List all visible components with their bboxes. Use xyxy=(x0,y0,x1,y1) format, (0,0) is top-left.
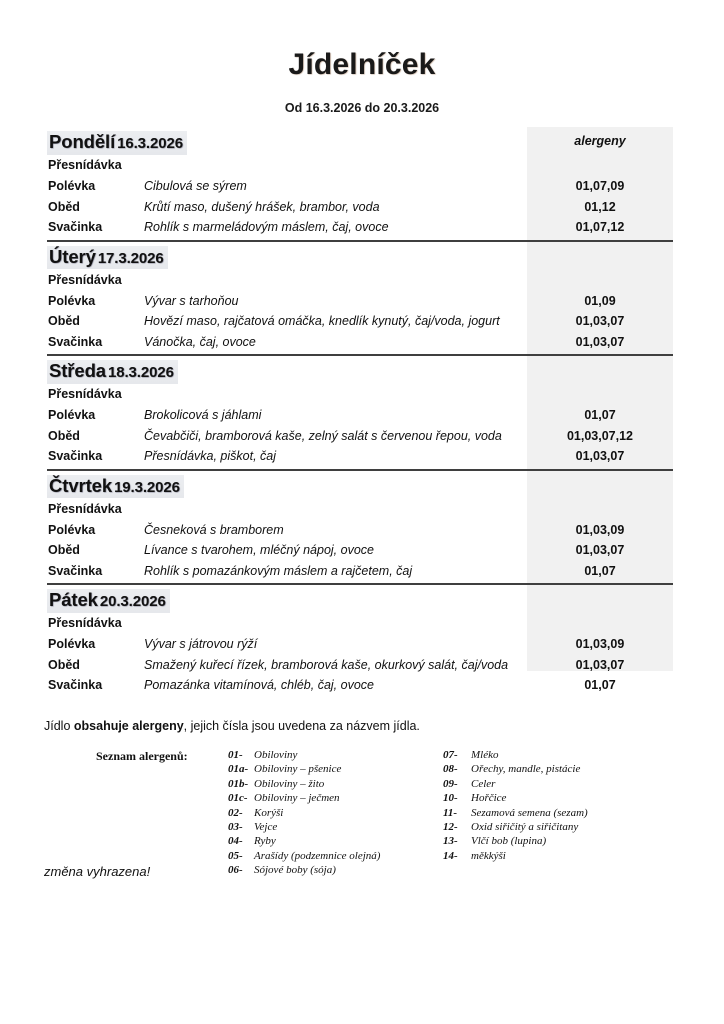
day-date: 20.3.2026 xyxy=(99,593,166,610)
allergen-info-note xyxy=(44,719,420,733)
allergen-legend-name: Mléko xyxy=(471,749,499,761)
day-block xyxy=(47,469,673,584)
meal-row xyxy=(47,293,673,314)
allergen-column-header: alergeny xyxy=(574,134,626,148)
allergen-legend-code: 07- xyxy=(443,749,458,761)
day-header-highlight xyxy=(47,246,168,270)
allergen-legend-code: 13- xyxy=(443,835,458,848)
meal-allergen-codes: 01,07 xyxy=(584,408,616,422)
allergen-legend-code: 04- xyxy=(228,835,243,848)
meal-allergen-codes: 01,07 xyxy=(584,678,616,692)
day-block xyxy=(47,127,673,240)
allergen-legend-name: měkkýši xyxy=(471,849,506,862)
meal-dish: Brokolicová s jáhlami xyxy=(144,408,262,422)
meal-label: Polévka xyxy=(48,408,96,422)
day-header xyxy=(47,585,673,615)
day-name: Čtvrtek xyxy=(49,474,113,496)
allergen-legend-name: Korýši xyxy=(254,806,284,819)
allergen-legend-code: 10- xyxy=(443,792,458,805)
day-block xyxy=(47,583,673,698)
allergen-legend-name: Obiloviny xyxy=(254,749,298,761)
meal-row xyxy=(47,615,673,636)
meal-dish: Cibulová se sýrem xyxy=(144,179,247,193)
meal-allergen-codes: 01,12 xyxy=(584,199,616,214)
meal-row xyxy=(47,334,673,355)
allergen-legend-code: 08- xyxy=(443,763,458,776)
meal-label: Svačinka xyxy=(48,563,103,578)
meal-label: Oběd xyxy=(48,543,80,557)
weekly-menu-table xyxy=(47,127,673,698)
meal-dish: Česneková s bramborem xyxy=(144,522,284,537)
allergen-legend-name: Sójové boby (sója) xyxy=(254,864,336,877)
meal-row xyxy=(47,542,673,563)
allergen-legend-name: Obiloviny – žito xyxy=(254,777,325,790)
meal-row xyxy=(47,636,673,657)
allergen-legend-code: 11- xyxy=(443,806,458,819)
day-name: Úterý xyxy=(49,245,96,267)
day-date: 17.3.2026 xyxy=(97,249,164,267)
day-header-highlight xyxy=(47,131,187,155)
allergen-legend-name: Vejce xyxy=(254,820,278,833)
meal-allergen-codes: 01,03,07 xyxy=(575,657,625,672)
allergen-legend-code: 03- xyxy=(228,820,243,833)
allergen-legend-code: 01a- xyxy=(228,763,249,776)
meal-allergen-codes: 01,03,07 xyxy=(575,334,625,349)
meal-row xyxy=(47,178,673,199)
allergen-legend-name: Arašídy (podzemnice olejná) xyxy=(254,849,381,862)
meal-row xyxy=(47,386,673,407)
meal-row xyxy=(47,219,673,240)
allergen-legend-name: Ořechy, mandle, pistácie xyxy=(471,763,581,776)
meal-row xyxy=(47,157,673,178)
meal-dish: Smažený kuřecí řízek, bramborová kaše, okurkový salát, čaj/voda xyxy=(144,657,509,672)
allergen-legend-name: Ryby xyxy=(254,835,276,848)
day-block xyxy=(47,354,673,469)
day-date: 18.3.2026 xyxy=(107,364,174,381)
meal-row xyxy=(47,428,673,449)
meal-row xyxy=(47,501,673,522)
meal-allergen-codes: 01,07,12 xyxy=(575,220,625,234)
day-header xyxy=(47,127,673,157)
day-name: Pátek xyxy=(49,589,98,610)
meal-dish: Vývar s tarhoňou xyxy=(144,293,239,308)
meal-label: Svačinka xyxy=(48,220,103,234)
allergen-legend-code: 01- xyxy=(228,749,243,761)
meal-dish: Rohlík s marmeládovým máslem, čaj, ovoce xyxy=(144,220,389,234)
allergen-legend-code: 12- xyxy=(443,820,458,833)
allergen-note-prefix: Jídlo xyxy=(44,719,74,733)
allergen-legend-code: 01c- xyxy=(228,792,248,805)
day-header-highlight xyxy=(47,475,184,499)
meal-label: Přesnídávka xyxy=(48,387,122,401)
meal-allergen-codes: 01,07 xyxy=(584,563,616,578)
day-header xyxy=(47,242,673,272)
change-reserved-note: změna vyhrazena! xyxy=(44,864,151,879)
meal-label: Polévka xyxy=(48,637,96,651)
meal-label: Polévka xyxy=(48,179,96,193)
meal-allergen-codes: 01,03,09 xyxy=(575,522,625,537)
meal-allergen-codes: 01,03,09 xyxy=(575,637,625,651)
meal-allergen-codes: 01,03,07 xyxy=(575,543,625,557)
allergen-legend-name: Obiloviny – ječmen xyxy=(254,792,340,805)
meal-row xyxy=(47,657,673,678)
day-block xyxy=(47,240,673,355)
meal-label: Polévka xyxy=(48,522,96,537)
meal-label: Svačinka xyxy=(48,449,103,463)
day-name: Pondělí xyxy=(49,131,116,152)
allergen-legend-code: 01b- xyxy=(228,777,249,790)
day-header-highlight xyxy=(47,589,170,613)
meal-allergen-codes: 01,03,07 xyxy=(575,314,625,328)
meal-allergen-codes: 01,07,09 xyxy=(575,179,625,193)
day-header xyxy=(47,356,673,386)
meal-allergen-codes: 01,03,07,12 xyxy=(566,428,634,443)
day-date: 19.3.2026 xyxy=(114,478,180,496)
allergen-legend-name: Sezamová semena (sezam) xyxy=(471,806,588,819)
meal-label: Polévka xyxy=(48,293,96,308)
meal-label: Přesnídávka xyxy=(48,272,122,287)
allergen-legend-name: Vlčí bob (lupina) xyxy=(471,835,547,848)
meal-dish: Přesnídávka, piškot, čaj xyxy=(144,449,277,463)
meal-row xyxy=(47,272,673,293)
allergen-legend-code: 14- xyxy=(443,849,458,862)
allergen-note-emphasis: obsahuje alergeny xyxy=(73,719,184,733)
meal-dish: Vánočka, čaj, ovoce xyxy=(144,334,256,349)
meal-dish: Čevabčiči, bramborová kaše, zelný salát s červenou řepou, voda xyxy=(144,428,502,443)
meal-label: Svačinka xyxy=(48,334,103,349)
meal-dish: Pomazánka vitamínová, chléb, čaj, ovoce xyxy=(144,678,374,692)
day-header-highlight xyxy=(47,360,178,384)
allergen-legend-code: 09- xyxy=(443,777,458,790)
meal-dish: Krůtí maso, dušený hrášek, brambor, voda xyxy=(144,199,380,214)
allergen-legend-title: Seznam alergenů: xyxy=(96,749,188,763)
allergen-legend-name: Oxid siřičitý a siřičitany xyxy=(471,820,579,833)
allergen-legend-code: 05- xyxy=(228,849,243,862)
allergen-legend-code: 06- xyxy=(228,864,243,877)
meal-row xyxy=(47,313,673,334)
day-name: Středa xyxy=(49,360,106,381)
allergen-legend-name: Celer xyxy=(471,777,496,790)
meal-label: Oběd xyxy=(48,428,80,443)
allergen-legend-name: Hořčice xyxy=(471,792,507,805)
meal-row xyxy=(47,199,673,220)
day-header xyxy=(47,471,673,501)
meal-row xyxy=(47,522,673,543)
allergen-legend-name: Obiloviny – pšenice xyxy=(254,763,342,776)
meal-label: Oběd xyxy=(48,314,80,328)
meal-allergen-codes: 01,09 xyxy=(584,293,616,308)
meal-dish: Vývar s játrovou rýží xyxy=(144,637,258,651)
meal-row xyxy=(47,407,673,428)
meal-label: Oběd xyxy=(48,199,80,214)
meal-row xyxy=(47,448,673,469)
meal-dish: Hovězí maso, rajčatová omáčka, knedlík kynutý, čaj/voda, jogurt xyxy=(144,314,500,328)
meal-label: Přesnídávka xyxy=(48,501,122,516)
meal-label: Oběd xyxy=(48,657,80,672)
allergen-legend-code: 02- xyxy=(228,806,243,819)
allergen-note-suffix: , jejich čísla jsou uvedena za názvem jídla. xyxy=(183,719,420,733)
meal-label: Přesnídávka xyxy=(48,158,122,172)
page-title: Jídelníček xyxy=(288,48,436,81)
meal-row xyxy=(47,563,673,584)
meal-dish: Rohlík s pomazánkovým máslem a rajčetem, čaj xyxy=(144,563,413,578)
date-range-subtitle: Od 16.3.2026 do 20.3.2026 xyxy=(284,101,440,115)
meal-label: Přesnídávka xyxy=(48,616,122,630)
meal-allergen-codes: 01,03,07 xyxy=(575,449,625,463)
day-date: 16.3.2026 xyxy=(117,135,183,152)
meal-label: Svačinka xyxy=(48,678,103,692)
meal-row xyxy=(47,677,673,698)
meal-dish: Lívance s tvarohem, mléčný nápoj, ovoce xyxy=(144,543,374,557)
